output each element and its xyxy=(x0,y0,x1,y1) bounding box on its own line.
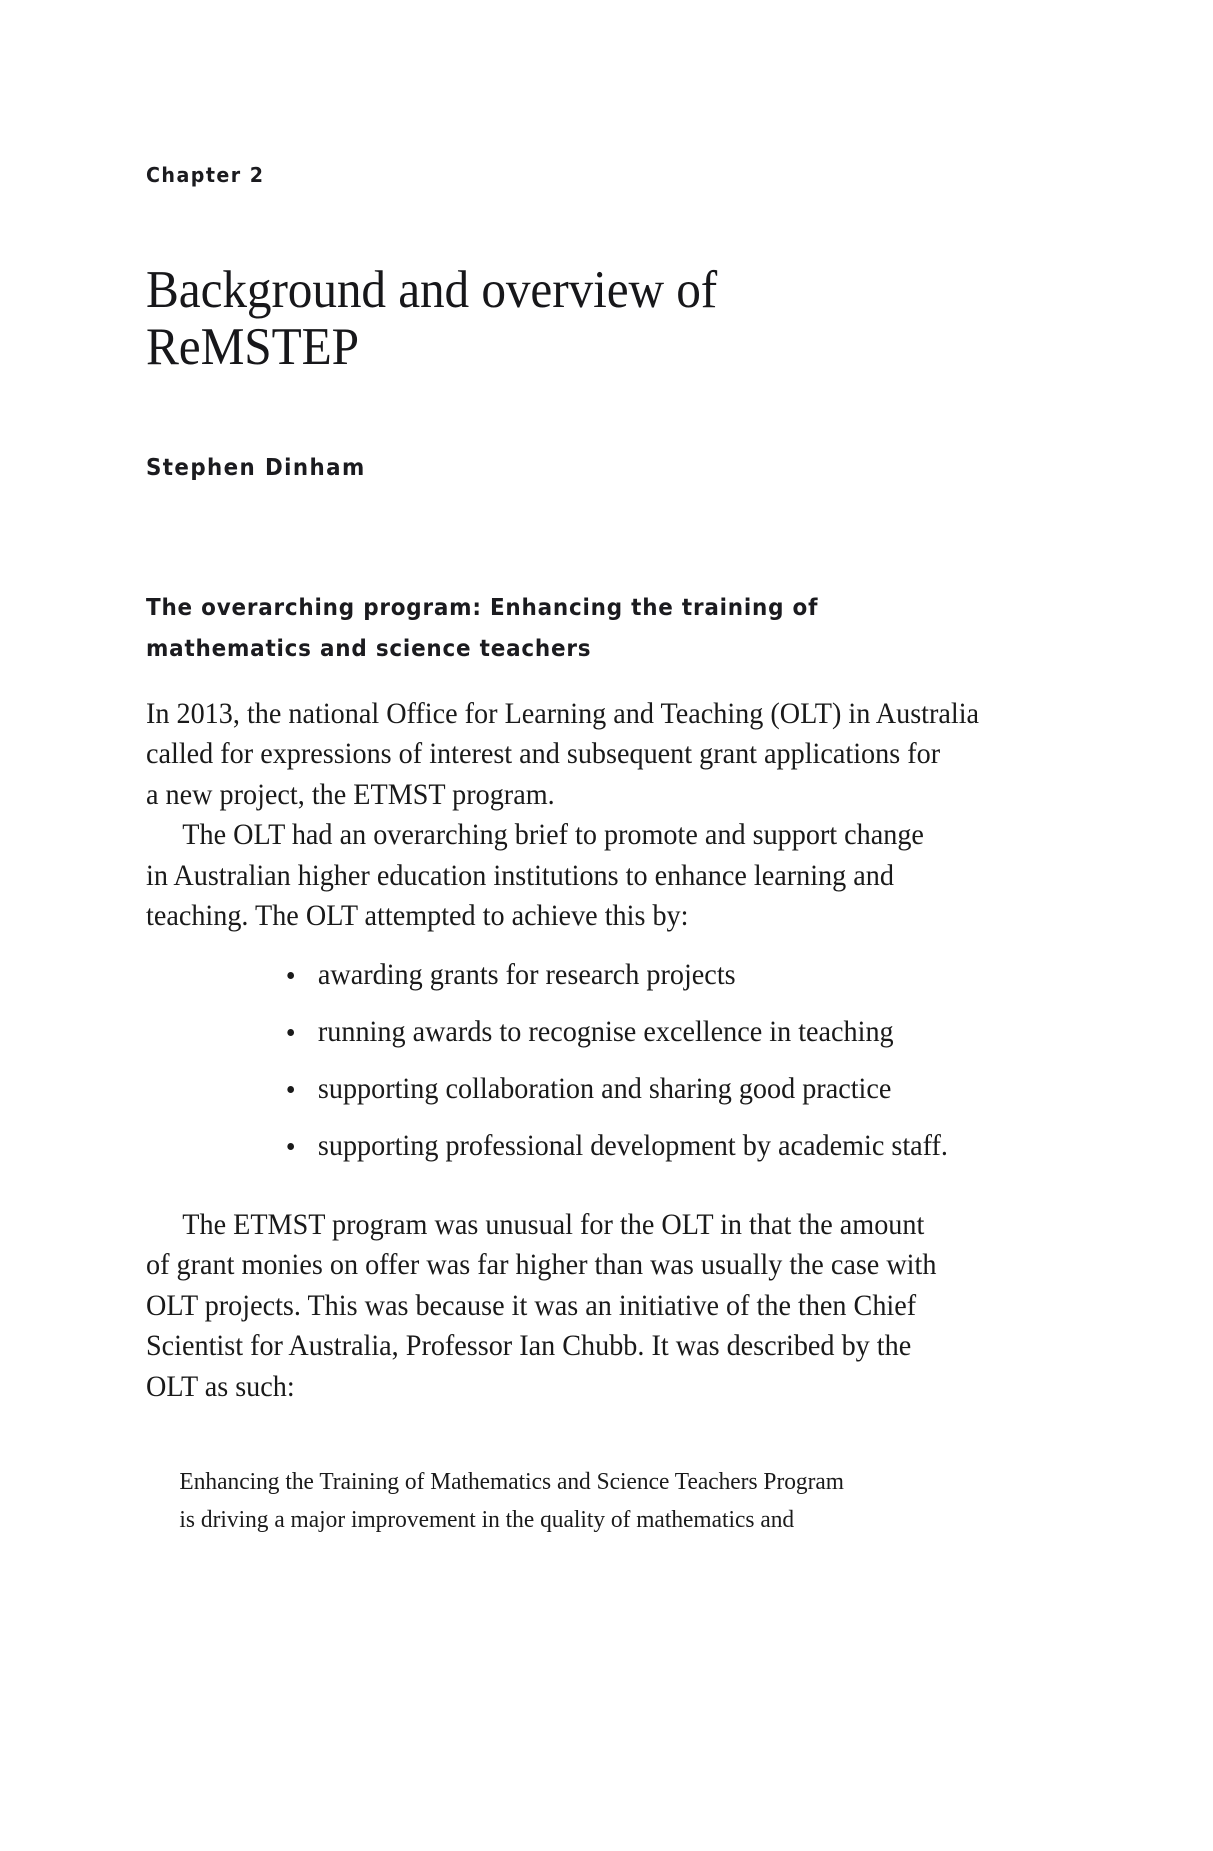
bullet-dot-icon xyxy=(287,1086,294,1093)
list-item xyxy=(146,1126,1036,1167)
author-name: Stephen Dinham xyxy=(146,455,366,482)
section-heading-line: The overarching program: Enhancing the training of xyxy=(146,593,819,622)
list-item xyxy=(146,955,1036,996)
list-item-label: running awards to recognise excellence in teaching xyxy=(317,1015,894,1048)
text-line: a new project, the ETMST program. xyxy=(146,778,555,811)
block-quote xyxy=(146,1407,1039,1539)
text-line: The ETMST program was unusual for the OLT in that the amount xyxy=(182,1208,925,1241)
text-line: OLT as such: xyxy=(146,1370,295,1403)
list-item xyxy=(146,1069,1036,1110)
bullet-dot-icon xyxy=(287,972,294,979)
text-line: In 2013, the national Office for Learning and Teaching (OLT) in Australia xyxy=(146,697,980,730)
list-item-label: awarding grants for research projects xyxy=(317,958,736,991)
text-line: called for expressions of interest and subsequent grant applications for xyxy=(146,738,941,771)
chapter-title-line: Background and overview of xyxy=(146,260,718,319)
text-line: OLT projects. This was because it was an initiative of the then Chief xyxy=(146,1289,917,1322)
bullet-dot-icon xyxy=(287,1143,294,1150)
text-line: The OLT had an overarching brief to promote and support change xyxy=(182,819,924,852)
body-text-block xyxy=(146,668,1078,1540)
paragraph xyxy=(146,815,967,937)
quote-line: is driving a major improvement in the quality of mathematics and xyxy=(179,1506,795,1534)
text-line: in Australian higher education institutions to enhance learning and xyxy=(146,859,894,892)
section-heading-line: mathematics and science teachers xyxy=(146,633,592,662)
chapter-title-line: ReMSTEP xyxy=(146,318,359,377)
text-line: Scientist for Australia, Professor Ian Chubb. It was described by the xyxy=(146,1330,912,1363)
section-heading xyxy=(146,481,1024,668)
list-item-label: supporting collaboration and sharing good practice xyxy=(317,1072,892,1105)
text-line: of grant monies on offer was far higher than was usually the case with xyxy=(146,1249,937,1282)
paragraph xyxy=(146,694,980,816)
quote-line: Enhancing the Training of Mathematics and Science Teachers Program xyxy=(179,1468,845,1496)
list-item xyxy=(146,1012,1036,1053)
text-line: teaching. The OLT attempted to achieve this by: xyxy=(146,900,689,933)
chapter-title xyxy=(146,188,890,378)
page-content-column xyxy=(146,0,1078,1539)
paragraph xyxy=(146,1183,967,1408)
chapter-label: Chapter 2 xyxy=(146,163,265,187)
bullet-dot-icon xyxy=(287,1029,294,1036)
bullet-list xyxy=(146,937,1078,1167)
list-item-label: supporting professional development by academic staff. xyxy=(317,1129,948,1162)
